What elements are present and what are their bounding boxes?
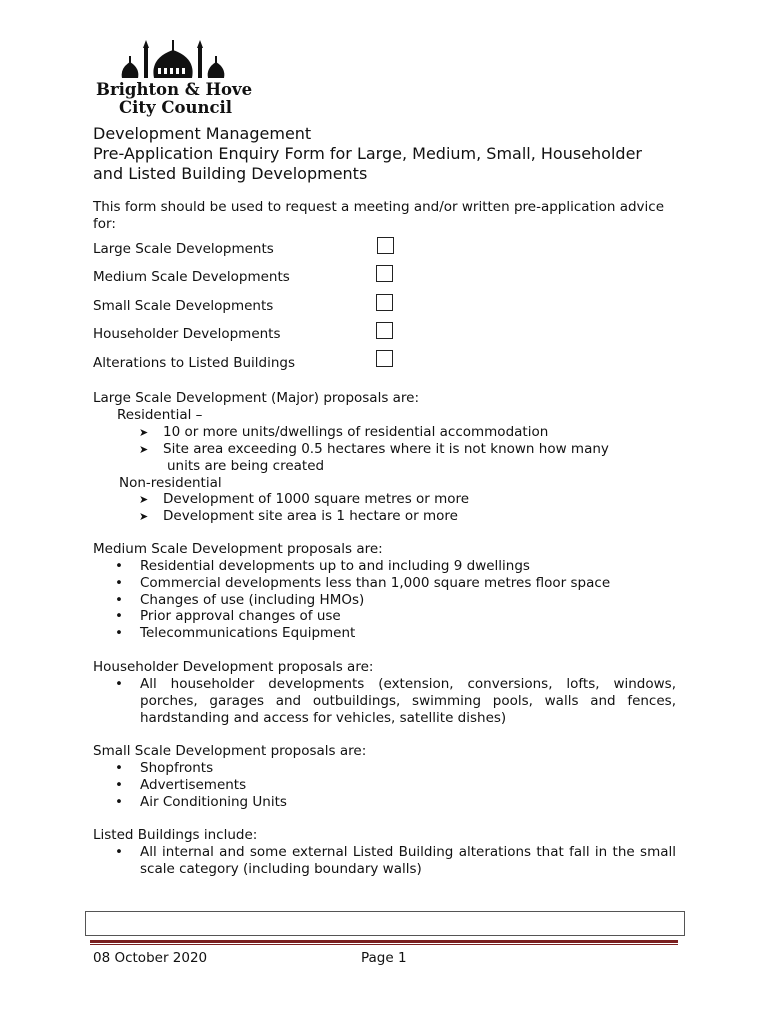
checkbox-medium[interactable]: [376, 265, 393, 282]
bullet-icon: •: [115, 794, 123, 810]
arrow-bullet-icon: ➤: [139, 443, 149, 456]
bullet-icon: •: [115, 558, 123, 574]
logo-text-line1: Brighton & Hove: [96, 80, 253, 99]
intro-paragraph: This form should be used to request a meeting and/or written pre-application advice for:: [93, 199, 665, 232]
footer-rule: [90, 940, 678, 943]
householder-heading: Householder Development proposals are:: [93, 659, 374, 675]
medium-item-5: Telecommunications Equipment: [140, 625, 356, 641]
checkbox-listed[interactable]: [376, 350, 393, 367]
listed-heading: Listed Buildings include:: [93, 827, 258, 843]
nonres-item-2: Development site area is 1 hectare or more: [163, 508, 458, 524]
title-line3: and Listed Building Developments: [93, 164, 368, 183]
householder-item: All householder developments (extension, conversions, lofts, windows, porches, garages and outbuildings, swimming pools, walls and fences, hardstanding and access for vehicles, satellite dishes): [140, 676, 676, 726]
listed-item: All internal and some external Listed Building alterations that fall in the small scale category (including boundary walls): [140, 844, 676, 877]
medium-heading: Medium Scale Development proposals are:: [93, 541, 383, 557]
bullet-icon: •: [115, 844, 123, 860]
bullet-icon: •: [115, 777, 123, 793]
small-heading: Small Scale Development proposals are:: [93, 743, 367, 759]
medium-item-1: Residential developments up to and including 9 dwellings: [140, 558, 530, 574]
nonres-item-1: Development of 1000 square metres or more: [163, 491, 470, 507]
footer-rule-thin: [90, 944, 678, 945]
title-line2: Pre-Application Enquiry Form for Large, Medium, Small, Householder: [93, 144, 642, 163]
small-item-3: Air Conditioning Units: [140, 794, 287, 810]
residential-item-1: 10 or more units/dwellings of residential accommodation: [163, 424, 549, 440]
checkbox-label-small: Small Scale Developments: [93, 298, 274, 314]
bullet-icon: •: [115, 592, 123, 608]
small-item-1: Shopfronts: [140, 760, 214, 776]
arrow-bullet-icon: ➤: [139, 510, 149, 523]
bullet-icon: •: [115, 760, 123, 776]
checkbox-small[interactable]: [376, 294, 393, 311]
checkbox-householder[interactable]: [376, 322, 393, 339]
bullet-icon: •: [115, 575, 123, 591]
bullet-icon: •: [115, 608, 123, 624]
footer-date: 08 October 2020: [93, 950, 208, 966]
title-line1: Development Management: [93, 124, 312, 143]
checkbox-label-householder: Householder Developments: [93, 326, 281, 342]
arrow-bullet-icon: ➤: [139, 426, 149, 439]
arrow-bullet-icon: ➤: [139, 493, 149, 506]
nonresidential-label: Non-residential: [119, 475, 222, 491]
medium-item-2: Commercial developments less than 1,000 square metres floor space: [140, 575, 611, 591]
page-title: [93, 124, 642, 184]
small-item-2: Advertisements: [140, 777, 247, 793]
residential-label: Residential –: [117, 407, 203, 423]
bullet-icon: •: [115, 676, 123, 692]
medium-item-4: Prior approval changes of use: [140, 608, 341, 624]
bullet-icon: •: [115, 625, 123, 641]
residential-item-2-cont: units are being created: [167, 458, 325, 474]
council-logo: [96, 38, 256, 120]
checkbox-large[interactable]: [377, 237, 394, 254]
pavilion-domes-icon: [118, 38, 228, 80]
medium-item-3: Changes of use (including HMOs): [140, 592, 365, 608]
footer-page-number: Page 1: [361, 950, 407, 966]
checkbox-label-medium: Medium Scale Developments: [93, 269, 290, 285]
checkbox-label-listed: Alterations to Listed Buildings: [93, 355, 295, 371]
logo-text-line2: City Council: [119, 98, 233, 117]
checkbox-label-large: Large Scale Developments: [93, 241, 274, 257]
residential-item-2: Site area exceeding 0.5 hectares where it is not known how many: [163, 441, 609, 457]
large-heading: Large Scale Development (Major) proposals are:: [93, 390, 420, 406]
footer-box: [85, 911, 685, 936]
